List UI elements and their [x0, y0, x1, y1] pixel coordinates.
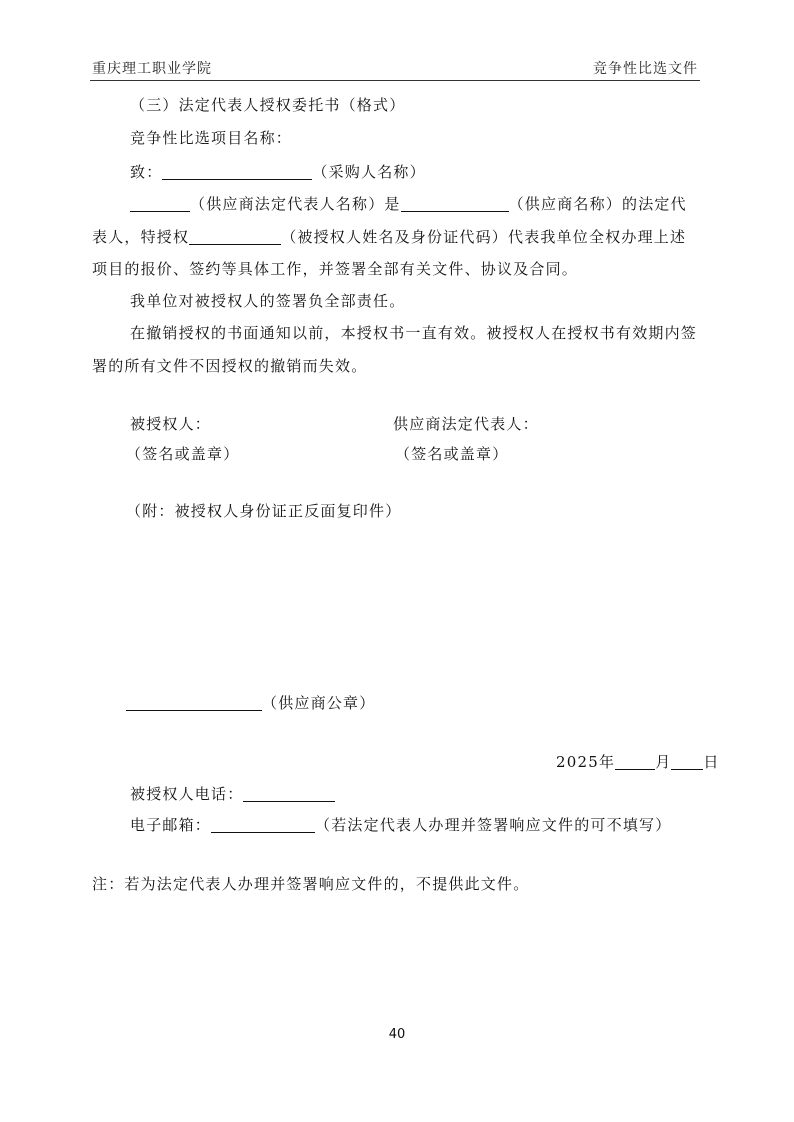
section-title: （三）法定代表人授权委托书（格式） — [130, 96, 406, 114]
legal-rep-sign-hint: （签名或盖章） — [395, 445, 509, 463]
supplier-seal-blank[interactable] — [126, 695, 262, 711]
seal-hint: （供应商公章） — [262, 694, 376, 712]
addressee-line — [130, 161, 426, 182]
authorized-person-sign-hint: （签名或盖章） — [126, 445, 240, 463]
to-hint: （采购人名称） — [312, 163, 426, 181]
legal-rep-label: 供应商法定代表人： — [393, 415, 539, 433]
phone-label: 被授权人电话： — [130, 785, 244, 803]
date-year: 2025年 — [556, 753, 616, 771]
email-hint: （若法定代表人办理并签署响应文件的可不填写） — [315, 816, 672, 834]
para1-line1 — [130, 193, 687, 214]
month-blank[interactable] — [615, 754, 655, 770]
header-document-type: 竞争性比选文件 — [593, 61, 698, 77]
legal-rep-name-blank[interactable] — [130, 196, 190, 212]
para1-line2-b: （被授权人姓名及身份证代码）代表我单位全权办理上述 — [281, 228, 687, 246]
project-name-label: 竞争性比选项目名称： — [130, 129, 293, 147]
para1-line3: 项目的报价、签约等具体工作，并签署全部有关文件、协议及合同。 — [92, 260, 579, 278]
para1-text-b: （供应商名称）的法定代 — [508, 195, 687, 213]
validity-line1: 在撤销授权的书面通知以前，本授权书一直有效。被授权人在授权书有效期内签 — [130, 324, 698, 342]
validity-line2: 署的所有文件不因授权的撤销而失效。 — [92, 357, 368, 375]
footnote: 注：若为法定代表人办理并签署响应文件的，不提供此文件。 — [92, 875, 530, 893]
para1-text-a: （供应商法定代表人名称）是 — [190, 195, 401, 213]
purchaser-name-blank[interactable] — [162, 164, 312, 180]
email-label: 电子邮箱： — [130, 816, 212, 834]
authorized-person-label: 被授权人： — [130, 415, 212, 433]
attachment-note: （附：被授权人身份证正反面复印件） — [126, 502, 402, 520]
header-divider — [90, 80, 700, 81]
page-number: 40 — [388, 1027, 406, 1042]
authorized-person-blank[interactable] — [189, 229, 281, 245]
supplier-name-blank[interactable] — [401, 196, 509, 212]
phone-line — [130, 783, 335, 804]
responsibility-statement: 我单位对被授权人的签署负全部责任。 — [130, 292, 406, 310]
phone-blank[interactable] — [243, 786, 335, 802]
para1-line2-a: 表人，特授权 — [92, 228, 190, 246]
header-school-name: 重庆理工职业学院 — [92, 61, 212, 77]
email-line — [130, 814, 671, 835]
day-blank[interactable] — [671, 754, 703, 770]
to-label: 致： — [130, 163, 163, 181]
date-month: 月 — [655, 753, 672, 771]
date-line — [556, 751, 720, 772]
para1-line2 — [92, 226, 686, 247]
seal-line — [126, 692, 375, 713]
date-day: 日 — [703, 753, 720, 771]
email-blank[interactable] — [211, 817, 315, 833]
